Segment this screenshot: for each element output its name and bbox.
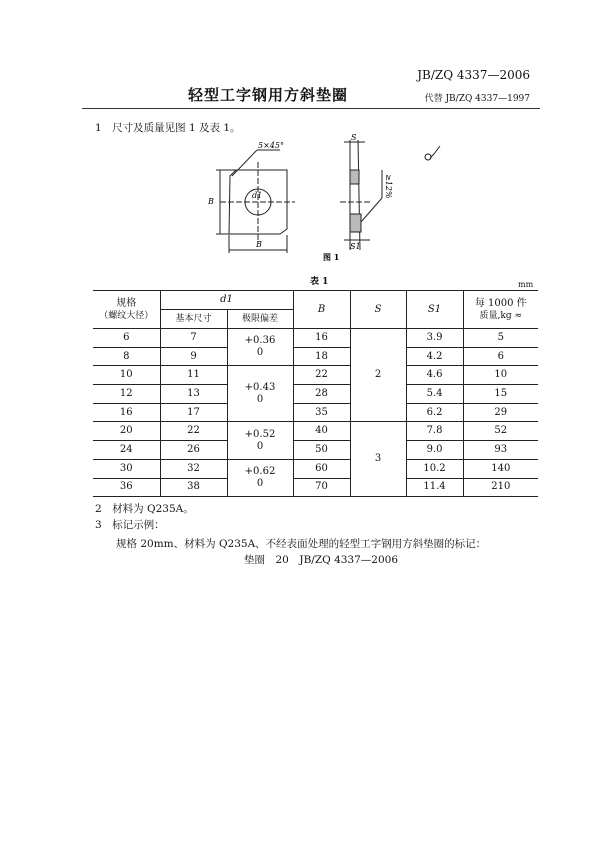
dimension-b-horizontal: B [256,240,262,249]
deviation-upper: +0.36 [244,335,276,347]
example-mark: 垫圈 20 JB/ZQ 4337—2006 [244,554,399,566]
section-1: 1 尺寸及质量见图 1 及表 1。 [95,122,241,134]
cell-d1-basic: 13 [160,385,227,404]
cell-spec: 24 [93,441,160,460]
table-row [93,422,538,441]
section-2: 2 材料为 Q235A。 [95,503,194,515]
cell-s1: 10.2 [406,459,463,478]
cell-d1-deviation [227,366,293,422]
cell-s1: 5.4 [406,385,463,404]
header-basic-size: 基本尺寸 [160,310,227,329]
dimension-b-vertical: B [208,197,214,206]
cell-d1-deviation [227,329,293,366]
cell-s1: 3.9 [406,329,463,348]
cell-mass: 5 [463,329,538,348]
header-spec: 规格 （螺纹大径） [93,291,160,329]
table-row [93,385,538,404]
table-unit: mm [518,280,534,289]
dimension-s1: S1 [350,242,361,251]
table-row [93,366,538,385]
cell-mass: 52 [463,422,538,441]
section-3: 3 标记示例： [95,519,165,531]
table-row [93,329,538,348]
cell-spec: 36 [93,478,160,497]
cell-s1: 6.2 [406,403,463,422]
table-caption: 表 1 [310,277,329,287]
cell-d1-basic: 22 [160,422,227,441]
cell-mass: 6 [463,347,538,366]
cell-b: 35 [293,403,350,422]
figure-1-drawing [180,133,480,262]
cell-spec: 10 [93,366,160,385]
header-deviation: 极限偏差 [227,310,293,329]
deviation-upper: +0.43 [244,381,276,393]
cell-mass: 210 [463,478,538,497]
cell-spec: 6 [93,329,160,348]
header-mass: 每 1000 件 质量,kg ≈ [463,291,538,329]
chamfer-label: 5×45° [258,141,284,150]
cell-b: 50 [293,441,350,460]
document-title: 轻型工字钢用方斜垫圈 [188,86,349,104]
figure-caption: 图 1 [323,252,340,262]
header-s: S [350,291,406,329]
cell-mass: 10 [463,366,538,385]
cell-d1-basic: 7 [160,329,227,348]
replaces-code: 代替 JB/ZQ 4337—1997 [424,94,530,104]
cell-mass: 93 [463,441,538,460]
cell-mass: 29 [463,403,538,422]
cell-d1-deviation [227,422,293,459]
deviation-lower: 0 [256,478,264,489]
cell-s1: 9.0 [406,441,463,460]
cell-spec: 16 [93,403,160,422]
table-row [93,459,538,478]
cell-b: 60 [293,459,350,478]
cell-spec: 30 [93,459,160,478]
cell-d1-basic: 32 [160,459,227,478]
header-s1: S1 [406,291,463,329]
cell-d1-basic: 38 [160,478,227,497]
table-row [93,403,538,422]
cell-s1: 7.8 [406,422,463,441]
table-row [93,347,538,366]
deviation-lower: 0 [256,347,264,359]
cell-d1-basic: 26 [160,441,227,460]
cell-b: 22 [293,366,350,385]
cell-d1-basic: 9 [160,347,227,366]
table-row [93,441,538,460]
example-text: 规格 20mm、材料为 Q235A、不经表面处理的轻型工字钢用方斜垫圈的标记： [116,538,487,550]
deviation-lower: 0 [256,393,264,405]
cell-b: 28 [293,385,350,404]
cell-d1-basic: 11 [160,366,227,385]
cell-spec: 12 [93,385,160,404]
dimension-d1: d1 [252,191,263,200]
cell-b: 18 [293,347,350,366]
cell-mass: 15 [463,385,538,404]
deviation-upper: +0.62 [244,466,276,477]
header-b: B [293,291,350,329]
cell-b: 40 [293,422,350,441]
cell-mass: 140 [463,459,538,478]
cell-s: 2 [350,329,406,422]
table-row [93,478,538,497]
deviation-upper: +0.52 [244,428,276,440]
header-rule [82,108,540,109]
cell-s1: 4.2 [406,347,463,366]
cell-b: 16 [293,329,350,348]
cell-spec: 20 [93,422,160,441]
cell-d1-basic: 17 [160,403,227,422]
slope-label: ≥12% [384,174,393,199]
cell-s1: 11.4 [406,478,463,497]
cell-s: 3 [350,422,406,497]
cell-spec: 8 [93,347,160,366]
cell-b: 70 [293,478,350,497]
dimensions-table [93,290,538,497]
deviation-lower: 0 [256,440,264,452]
dimension-s: S [351,133,357,142]
standard-code: JB/ZQ 4337—2006 [417,68,530,82]
cell-s1: 4.6 [406,366,463,385]
cell-d1-deviation [227,459,293,496]
header-d1: d1 [160,291,293,310]
